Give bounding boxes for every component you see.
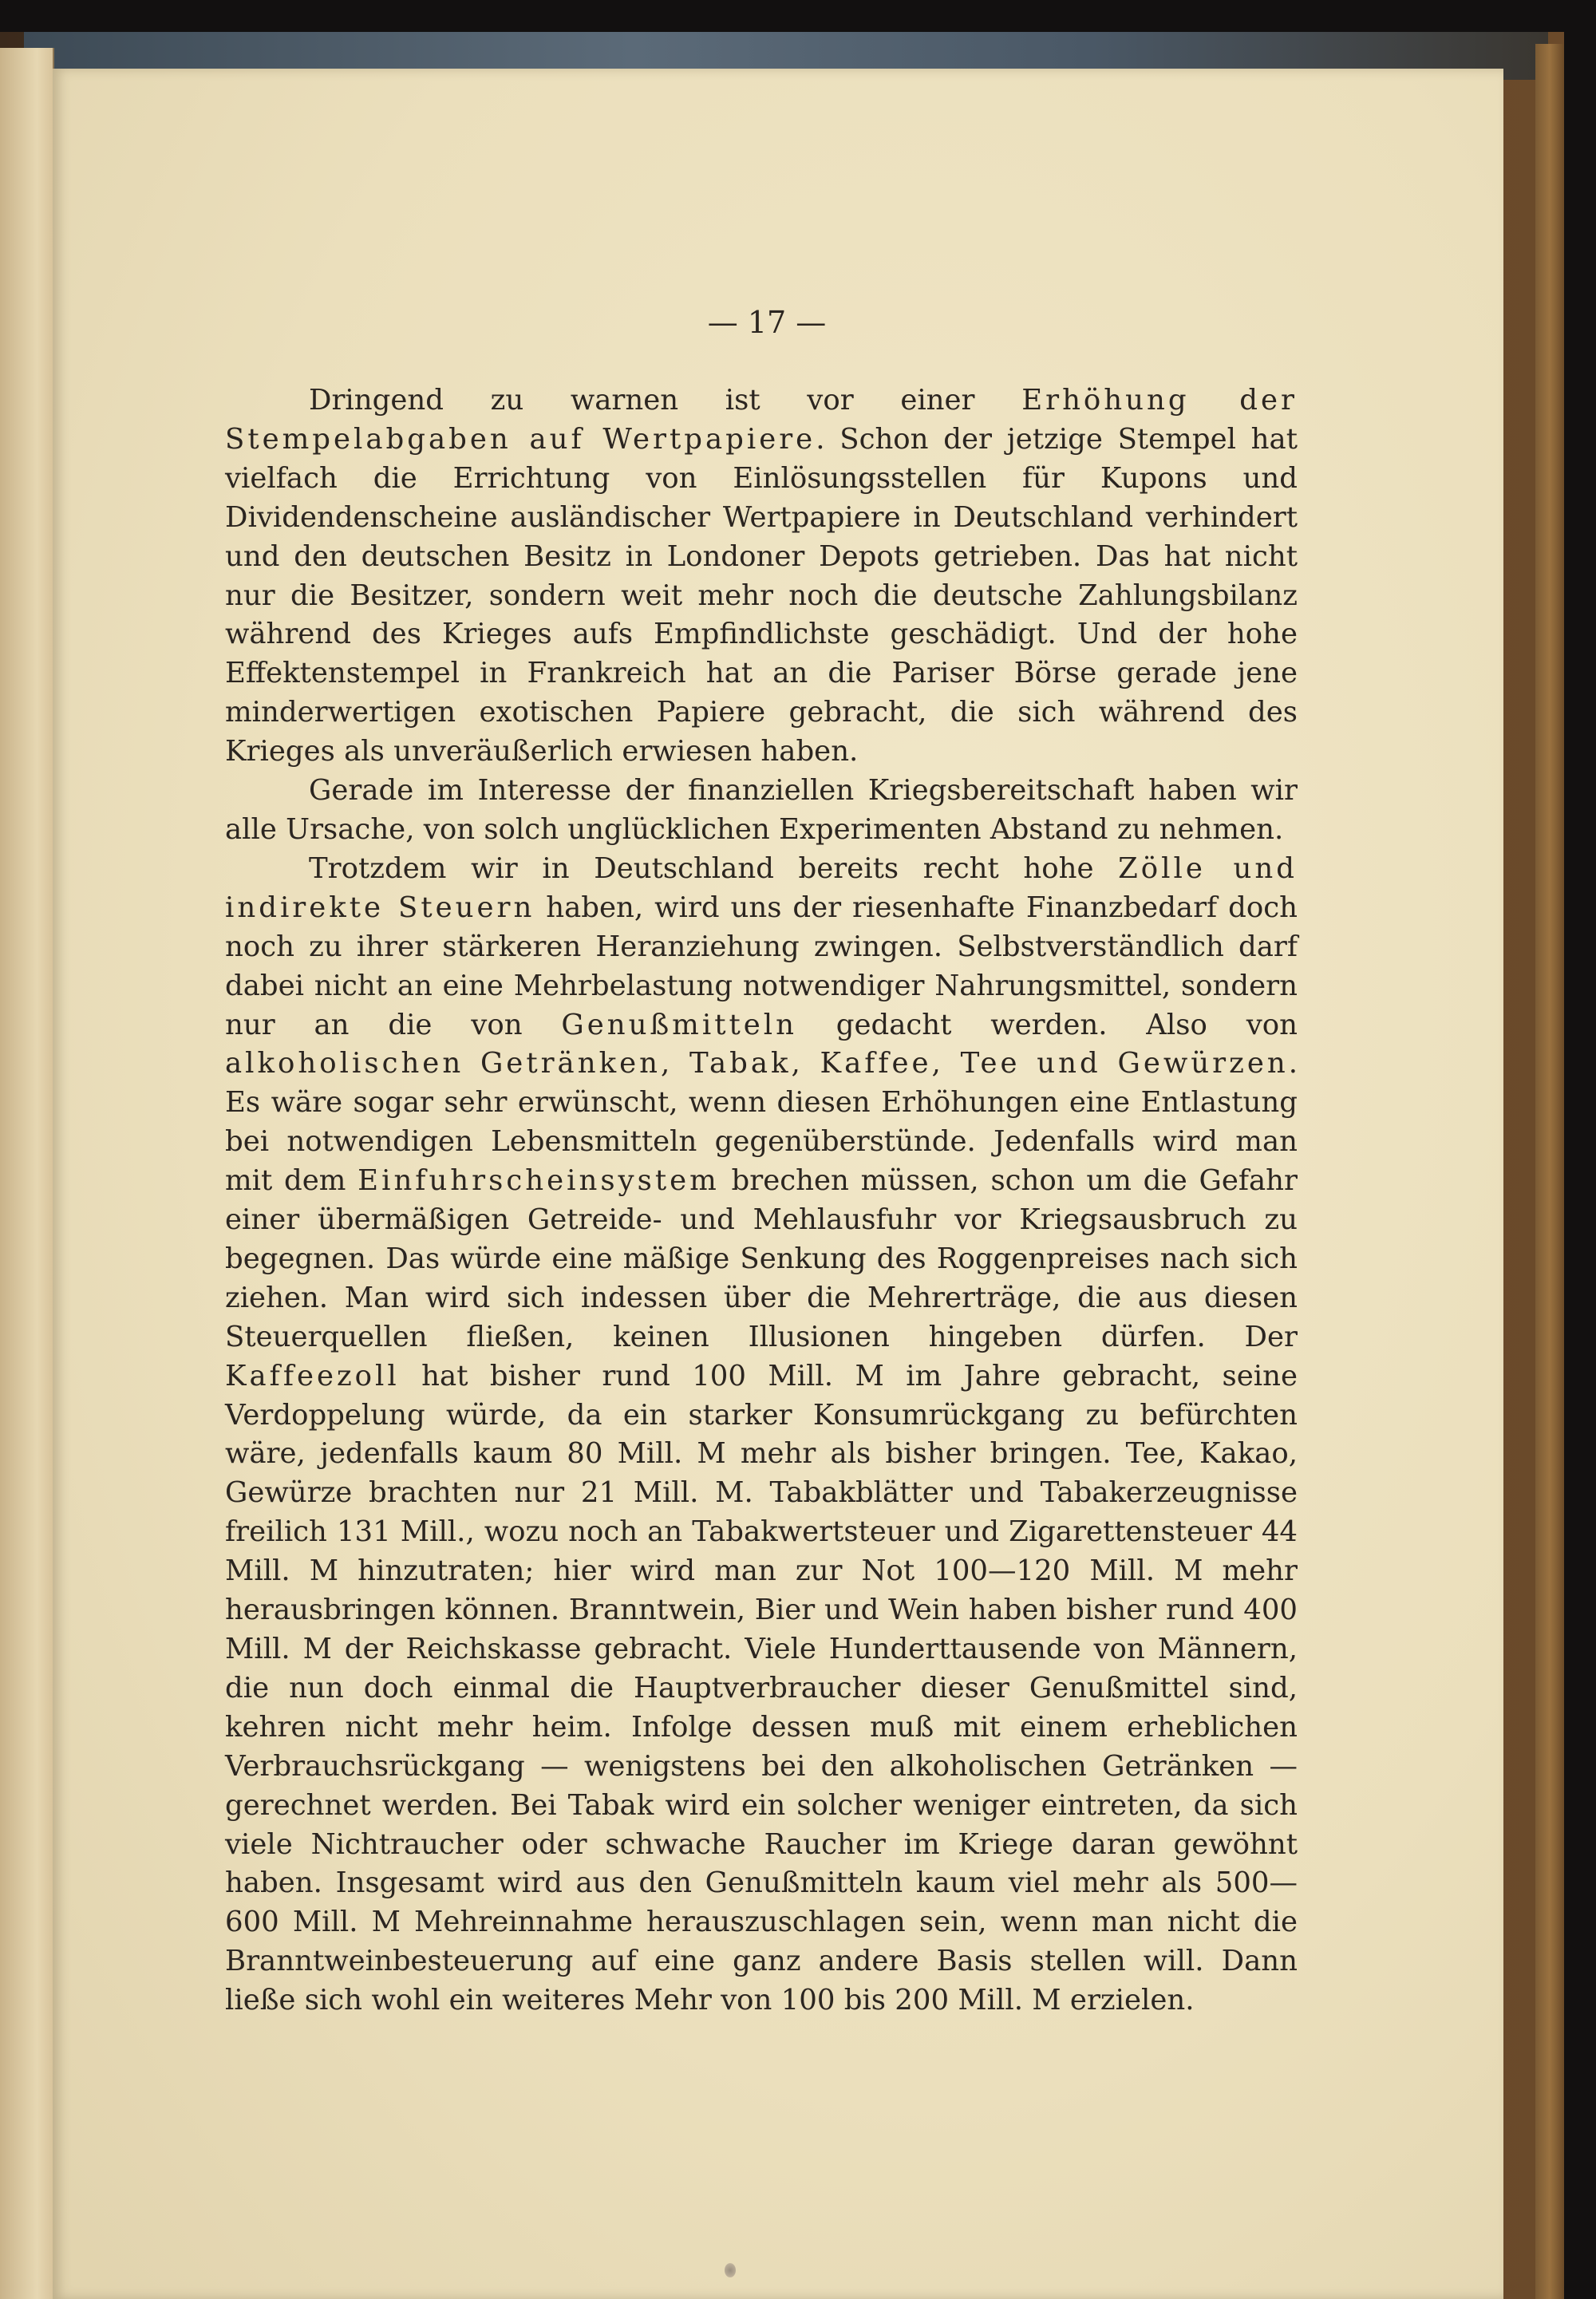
emphasized-text: alkoholischen Getränken, Tabak, Kaffee, Tee und Gewürzen: [225, 1047, 1289, 1080]
text-run: brechen müssen, schon um die Gefahr einer übermäßigen Getreide- und Mehlausfuhr vor Kriegsausbruch zu begegnen. Das würde eine mäßige Senkung des Roggenpreises nach sich ziehen. Man wird sich indessen über die Mehrerträge, die aus diesen Steuerquellen fließen, keinen Illusionen hingeben dürfen. Der: [225, 1164, 1298, 1353]
emphasized-text: Einfuhrscheinsystem: [358, 1164, 720, 1198]
emphasized-text: Kaffeezoll: [225, 1359, 400, 1392]
book-cover-right-edge: [1535, 44, 1564, 2299]
text-run: Dringend zu warnen ist vor einer: [309, 384, 1022, 417]
text-run: Trotzdem wir in Deutschland bereits recht hohe: [309, 851, 1119, 885]
paragraph-1: [225, 381, 1298, 772]
text-run: . Schon der jetzige Stempel hat vielfach die Errichtung von Einlösungsstellen für Kupons und Dividendenscheine ausländischer Wertpapiere in Deutschland verhindert und den deutschen Besitz in Londoner Depots getrieben. Das hat nicht nur die Besitzer, sondern weit mehr noch die deutsche Zahlungsbilanz während des Krieges aufs Empfindlichste geschädigt. Und der hohe Effektenstempel in Frankreich hat an die Pariser Börse gerade jene minderwertigen exotischen Papiere gebracht, die sich während des Krieges als unveräußerlich erwiesen haben.: [225, 422, 1298, 768]
paper-speck: [725, 2263, 736, 2277]
text-run: . Es wäre sogar sehr erwünscht, wenn diesen Erhöhungen eine Entlastung bei notwendigen Lebensmitteln gegenüberstünde. Jedenfalls wird man mit dem: [225, 1047, 1298, 1198]
paragraph-2: [225, 772, 1298, 850]
emphasized-text: Genußmitteln: [561, 1008, 797, 1041]
paragraph-3: [225, 850, 1298, 2021]
book-page: [53, 69, 1503, 2299]
page-number: — 17 —: [707, 305, 827, 340]
facing-page-edge: [0, 48, 54, 2299]
emphasized-text: Zölle und indirekte Steuern: [225, 851, 1298, 924]
text-run: gedacht werden. Also von: [796, 1008, 1298, 1041]
text-run: haben, wird uns der riesenhafte Finanzbedarf doch noch zu ihrer stärkeren Heranziehung zwingen. Selbstverständlich darf dabei nicht an eine Mehrbelastung notwendiger Nahrungsmittel, sondern nur an die von: [225, 891, 1298, 1041]
text-run: hat bisher rund 100 Mill. M im Jahre gebracht, seine Verdoppelung würde, da ein starker Konsumrückgang zu befürchten wäre, jedenfalls kaum 80 Mill. M mehr als bisher bringen. Tee, Kakao, Gewürze brachten nur 21 Mill. M. Tabakblätter und Tabakerzeugnisse freilich 131 Mill., wozu noch an Tabakwertsteuer und Zigarettensteuer 44 Mill. M hinzutraten; hier wird man zur Not 100—120 Mill. M mehr herausbringen können. Branntwein, Bier und Wein haben bisher rund 400 Mill. M der Reichskasse gebracht. Viele Hunderttausende von Männern, die nun doch einmal die Hauptverbraucher dieser Genußmittel sind, kehren nicht mehr heim. Infolge dessen muß mit einem erheblichen Verbrauchsrückgang — wenigstens bei den alkoholischen Getränken — gerechnet werden. Bei Tabak wird ein solcher weniger eintreten, da sich viele Nichtraucher oder schwache Raucher im Kriege daran gewöhnt haben. Insgesamt wird aus den Genußmitteln kaum viel mehr als 500—600 Mill. M Mehreinnahme herauszuschlagen sein, wenn man nicht die Branntweinbesteuerung auf eine ganz andere Basis stellen will. Dann ließe sich wohl ein weiteres Mehr von 100 bis 200 Mill. M erzielen.: [225, 1359, 1298, 2017]
body-text: [225, 381, 1298, 2021]
text-run: Gerade im Interesse der finanziellen Kriegsbereitschaft haben wir alle Ursache, von solch unglücklichen Experimenten Abstand zu nehmen.: [225, 774, 1298, 846]
emphasized-text: Erhöhung der Stempelabgaben auf Wertpapiere: [225, 384, 1298, 456]
